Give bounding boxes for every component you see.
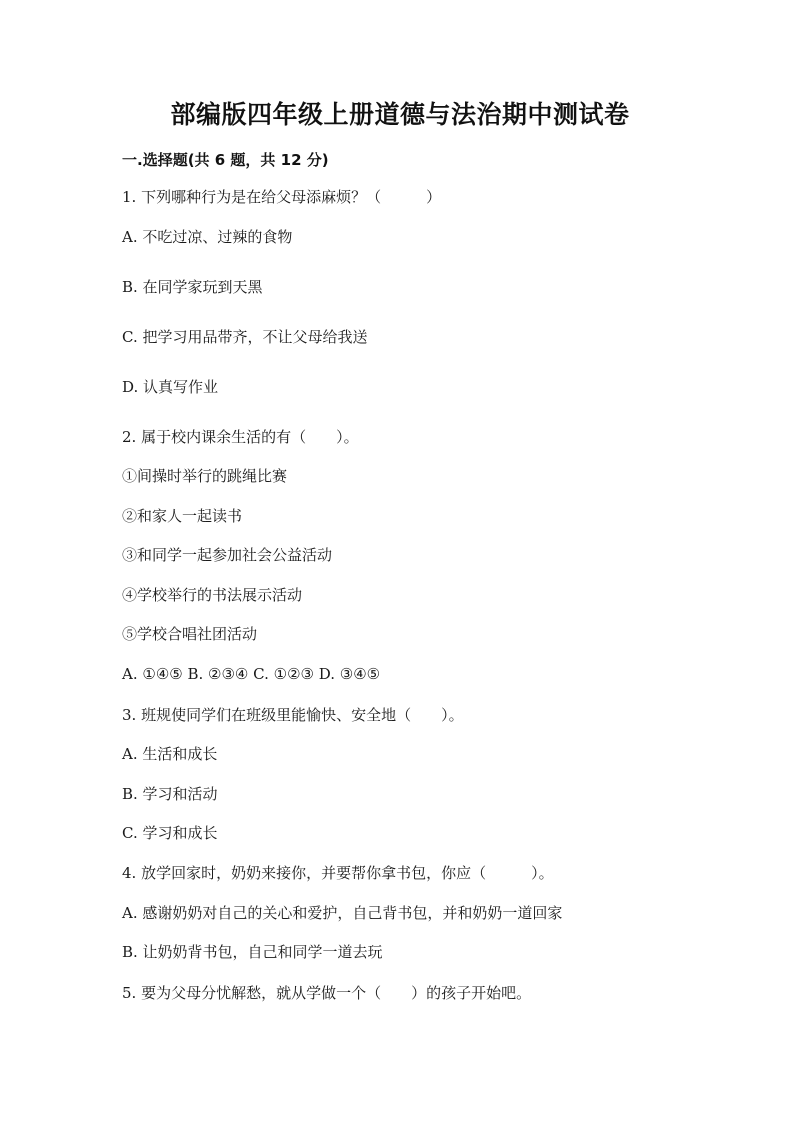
question-2-item-5: ⑤学校合唱社团活动: [122, 625, 258, 643]
question-2-item-2: ②和家人一起读书: [122, 507, 243, 525]
question-5: 5. 要为父母分忧解愁，就从学做一个（ ）的孩子开始吧。: [122, 984, 532, 1002]
question-1-option-c: C. 把学习用品带齐，不让父母给我送: [122, 328, 368, 346]
question-2-item-1: ①间操时举行的跳绳比赛: [122, 467, 288, 485]
question-2: 2. 属于校内课余生活的有（ ）。: [122, 428, 359, 446]
section-heading: 一.选择题(共 6 题，共 12 分): [122, 151, 329, 169]
page-title: 部编版四年级上册道德与法治期中测试卷: [170, 100, 630, 129]
question-1: 1. 下列哪种行为是在给父母添麻烦？（ ）: [122, 188, 442, 206]
question-3-option-a: A. 生活和成长: [122, 745, 218, 763]
question-2-options: A. ①④⑤ B. ②③④ C. ①②③ D. ③④⑤: [122, 665, 381, 683]
question-2-item-3: ③和同学一起参加社会公益活动: [122, 546, 333, 564]
question-3-option-c: C. 学习和成长: [122, 824, 218, 842]
question-3: 3. 班规使同学们在班级里能愉快、安全地（ ）。: [122, 706, 464, 724]
question-2-item-4: ④学校举行的书法展示活动: [122, 586, 303, 604]
question-4: 4. 放学回家时，奶奶来接你，并要帮你拿书包，你应（ ）。: [122, 864, 554, 882]
question-1-option-a: A. 不吃过凉、过辣的食物: [122, 228, 293, 246]
question-4-option-b: B. 让奶奶背书包，自己和同学一道去玩: [122, 943, 383, 961]
question-4-option-a: A. 感谢奶奶对自己的关心和爱护，自己背书包，并和奶奶一道回家: [122, 904, 563, 922]
question-1-option-d: D. 认真写作业: [122, 378, 219, 396]
question-1-option-b: B. 在同学家玩到天黑: [122, 278, 263, 296]
question-3-option-b: B. 学习和活动: [122, 785, 218, 803]
